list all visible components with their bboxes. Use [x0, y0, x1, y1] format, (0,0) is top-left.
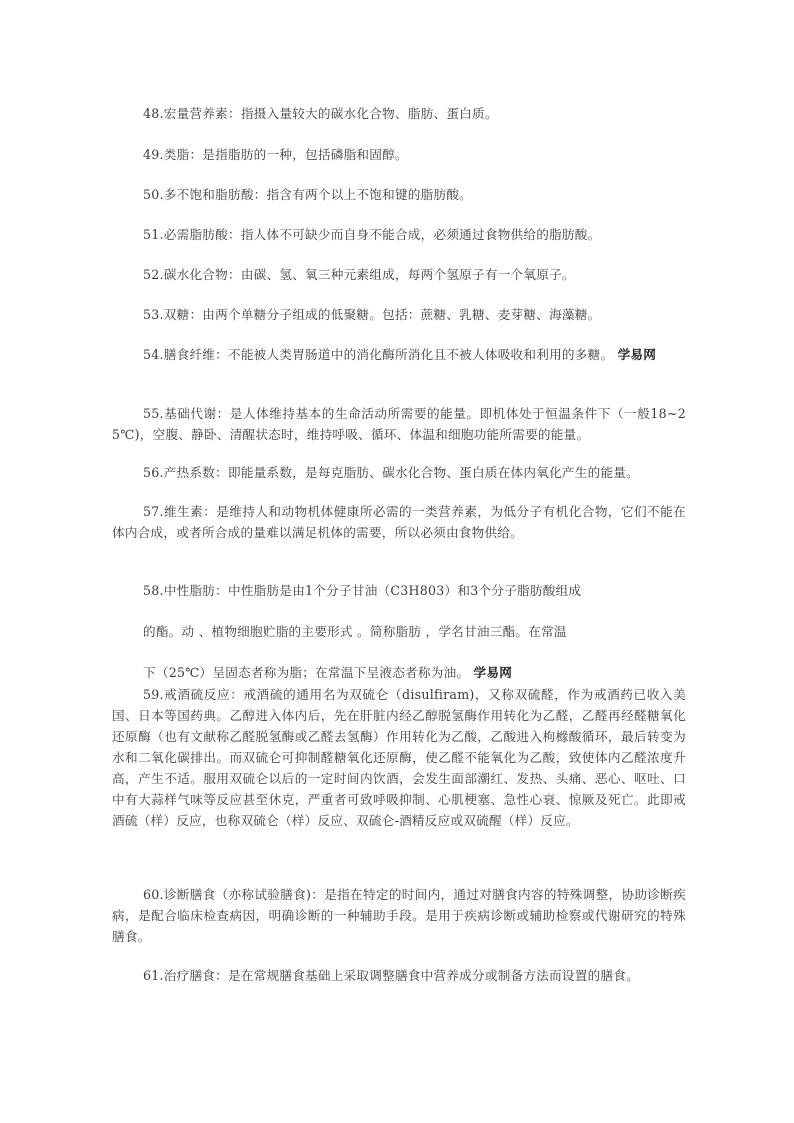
paragraph-56 [112, 462, 686, 483]
paragraph-50 [112, 184, 686, 205]
watermark-brand: 学易网 [617, 347, 657, 362]
paragraph-55 [112, 403, 686, 445]
paragraph-53 [112, 304, 686, 325]
paragraph-58-line-2: 的酯。动 、植物细胞贮脂的主要形式 。简称脂肪 ，学名甘油三酯。在常温 [143, 624, 567, 639]
paragraph-text: 61.治疗膳食：是在常规膳食基础上采取调整膳食中营养成分或制备方法而设置的膳食。 [143, 968, 639, 983]
paragraph-text: 55.基础代谢：是人体维持基本的生命活动所需要的能量。即机体处于恒温条件下（一般18~25℃)，空腹、静卧、清醒状态时，维持呼吸、循环、体温和细胞功能所需要的能量。 [112, 406, 686, 442]
paragraph-49 [112, 144, 686, 165]
paragraph-text: 60.诊断膳食（亦称试验膳食)：是指在特定的时间内，通过对膳食内容的特殊调整，协助诊断疾病，是配合临床检查病因，明确诊断的一种辅助手段。是用于疾病诊断或辅助检察或代谢研究的特殊膳食。 [112, 887, 686, 944]
paragraph-61 [112, 965, 686, 986]
watermark-brand: 学易网 [473, 665, 513, 680]
paragraph-54 [104, 344, 686, 365]
paragraph-text: 57.维生素：是维持人和动物机体健康所必需的一类营养素，为低分子有机化合物，它们不能在体内合成，或者所合成的量难以满足机体的需要，所以必须由食物供给。 [112, 504, 686, 540]
paragraph-text: 48.宏量营养素：指摄入量较大的碳水化合物、脂肪、蛋白质。 [143, 106, 498, 121]
paragraph-58-line-1: 58.中性脂肪：中性脂肪是由1个分子甘油（C3H803）和3个分子脂肪酸组成 [143, 583, 582, 598]
paragraph-text: 56.产热系数：即能量系数，是每克脂肪、碳水化合物、蛋白质在体内氧化产生的能量。 [143, 465, 639, 480]
paragraph-text: 51.必需脂肪酸：指人体不可缺少而自身不能合成，必须通过食物供给的脂肪酸。 [143, 227, 601, 242]
paragraph-60 [112, 884, 686, 947]
paragraph-58-line-3 [143, 662, 512, 683]
paragraph-59 [112, 684, 686, 831]
paragraph-48 [112, 103, 686, 124]
paragraph-52 [112, 264, 686, 285]
paragraph-text: 59.戒酒硫反应：戒酒硫的通用名为双硫仑（disulfiram)，又称双硫醛，作为戒酒药已收入美国、日本等国药典。乙醇进入体内后，先在肝脏内经乙醇脱氢酶作用转化为乙醛，乙醛再经醛糖氧化还原酶（也有文献称乙醛脱氢酶或乙醛去氢酶）作用转化为乙酸，乙酸进入枸橼酸循环，最后转变为水和二氧化碳排出。而双硫仑可抑制醛糖氧化还原酶，使乙醛不能氧化为乙酸，致使体内乙醛浓度升高，产生不适。服用双硫仑以后的一定时间内饮酒，会发生面部潮红、发热、头痛、恶心、呕吐、口中有大蒜样气味等反应甚至休克，严重者可致呼吸抑制、心肌梗塞、急性心衰、惊厥及死亡。此即戒酒硫（样）反应，也称双硫仑（样）反应、双硫仑-酒精反应或双硫醒（样）反应。 [112, 687, 686, 828]
paragraph-text: 54.膳食纤维：不能被人类胃肠道中的消化酶所消化且不被人体吸收和利用的多糖。 [143, 347, 614, 362]
paragraph-text: 52.碳水化合物：由碳、氢、氧三种元素组成，每两个氢原子有一个氧原子。 [143, 267, 575, 282]
paragraph-text: 53.双糖：由两个单糖分子组成的低聚糖。包括：蔗糖、乳糖、麦芽糖、海藻糖。 [143, 307, 601, 322]
paragraph-51 [112, 224, 686, 245]
paragraph-text: 50.多不饱和脂肪酸：指含有两个以上不饱和键的脂肪酸。 [143, 187, 473, 202]
paragraph-57 [112, 501, 686, 543]
paragraph-text: 49.类脂：是指脂肪的一种，包括磷脂和固醇。 [143, 147, 408, 162]
paragraph-text: 下（25℃）呈固态者称为脂；在常温下呈液态者称为油。 [143, 665, 470, 680]
